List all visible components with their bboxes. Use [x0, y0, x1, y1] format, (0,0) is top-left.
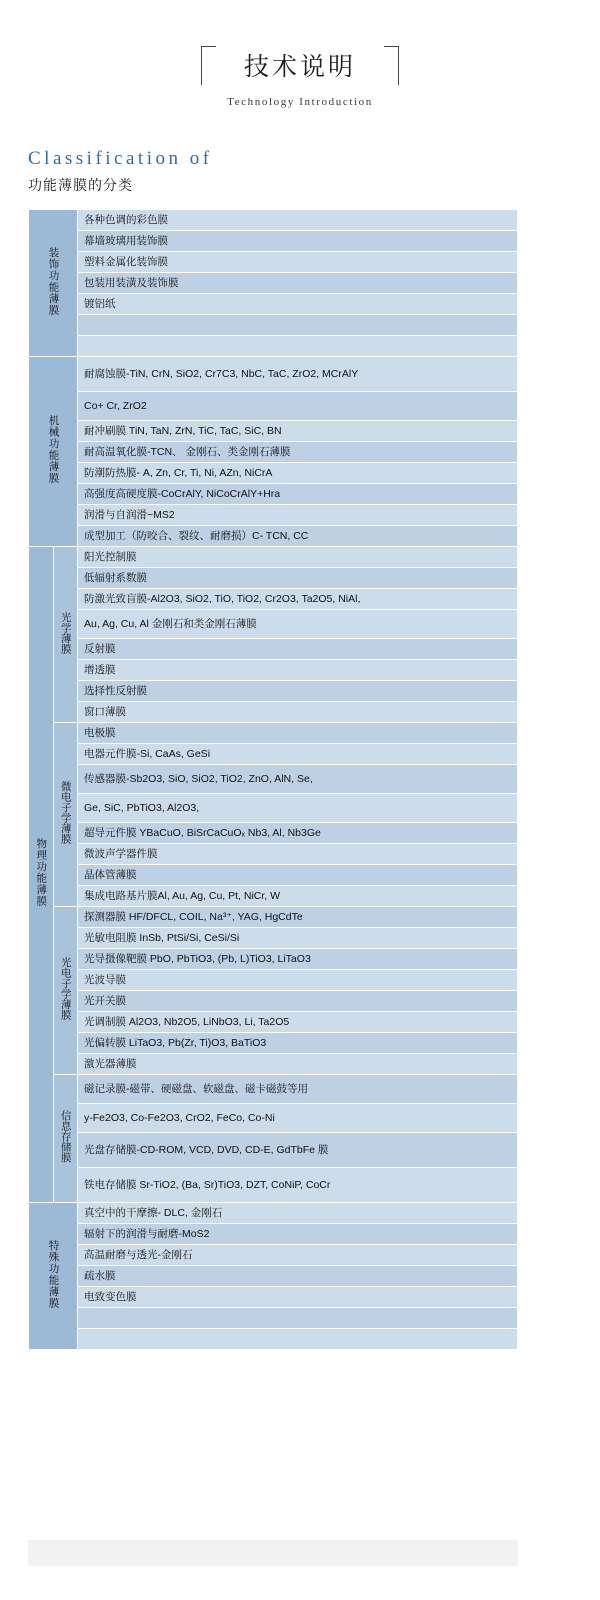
section-heading [28, 148, 600, 195]
subgroup-label-microelectronic: 微电子学薄膜 [53, 723, 78, 907]
table-row [29, 294, 518, 315]
table-row [29, 1168, 518, 1203]
table-cell: Au, Ag, Cu, Al 金刚石和类金刚石薄膜 [78, 610, 518, 639]
table-row [29, 1012, 518, 1033]
table-row [29, 505, 518, 526]
table-cell: 光开关膜 [78, 991, 518, 1012]
table-cell: 微波声学器件膜 [78, 844, 518, 865]
table-cell: 铁电存储膜 Sr-TiO2, (Ba, Sr)TiO3, DZT, CoNiP, CoCr [78, 1168, 518, 1203]
table-row [29, 723, 518, 744]
page-title-en: Technology Introduction [227, 96, 373, 108]
table-cell: 电致变色膜 [78, 1287, 518, 1308]
title-block [201, 46, 399, 110]
page-title-cn: 技术说明 [243, 52, 356, 81]
table-row [29, 547, 518, 568]
table-row [29, 1287, 518, 1308]
table-cell: 阳光控制膜 [78, 547, 518, 568]
table-cell: 窗口薄膜 [78, 702, 518, 723]
footer-band [28, 1540, 518, 1566]
table-row [29, 315, 518, 336]
table-cell: 高强度高硬度膜-CoCrAlY, NiCoCrAlY+Hra [78, 484, 518, 505]
table-row [29, 949, 518, 970]
table-row [29, 392, 518, 421]
table-row [29, 702, 518, 723]
table-cell: 润滑与自润滑~MS2 [78, 505, 518, 526]
table-row [29, 844, 518, 865]
table-cell: 耐腐蚀膜-TiN, CrN, SiO2, Cr7C3, NbC, TaC, ZrO2, MCrAlY [78, 357, 518, 392]
table-cell: 包装用装潢及装饰膜 [78, 273, 518, 294]
table-cell: Ge, SiC, PbTiO3, Al2O3, [78, 794, 518, 823]
table-row [29, 991, 518, 1012]
group-label-special: 特殊功能薄膜 [29, 1203, 78, 1350]
table-cell: 镀铝纸 [78, 294, 518, 315]
table-row [29, 336, 518, 357]
group-label-physical: 物理功能薄膜 [29, 547, 54, 1203]
table-row [29, 823, 518, 844]
table-cell: 疏水膜 [78, 1266, 518, 1287]
table-row [29, 589, 518, 610]
table-row [29, 886, 518, 907]
table-row [29, 421, 518, 442]
table-row [29, 970, 518, 991]
table-row [29, 1054, 518, 1075]
table-row [29, 568, 518, 589]
table-cell: 光波导膜 [78, 970, 518, 991]
table-cell: Co+ Cr, ZrO2 [78, 392, 518, 421]
table-row [29, 1133, 518, 1168]
table-cell: 晶体管薄膜 [78, 865, 518, 886]
table-row [29, 681, 518, 702]
table-cell: 低辐射系数膜 [78, 568, 518, 589]
table-cell: 电器元件膜-Si, CaAs, GeSi [78, 744, 518, 765]
table-row [29, 526, 518, 547]
table-cell: 光盘存储膜-CD-ROM, VCD, DVD, CD-E, GdTbFe 膜 [78, 1133, 518, 1168]
table-cell [78, 1308, 518, 1329]
table-row [29, 765, 518, 794]
table-cell: 幕墙玻璃用装饰膜 [78, 231, 518, 252]
table-row [29, 1203, 518, 1224]
table-cell: 光导摄像靶膜 PbO, PbTiO3, (Pb, L)TiO3, LiTaO3 [78, 949, 518, 970]
table-cell: y-Fe2O3, Co-Fe2O3, CrO2, FeCo, Co-Ni [78, 1104, 518, 1133]
table-row [29, 865, 518, 886]
table-cell: 耐高温氧化膜-TCN、 金刚石、类金刚石薄膜 [78, 442, 518, 463]
table-cell: 集成电路基片膜Al, Au, Ag, Cu, Pt, NiCr, W [78, 886, 518, 907]
table-row [29, 639, 518, 660]
table-row [29, 907, 518, 928]
table-row [29, 1245, 518, 1266]
table-cell: 激光器薄膜 [78, 1054, 518, 1075]
table-row [29, 928, 518, 949]
subgroup-label-information-storage: 信息存储膜 [53, 1075, 78, 1203]
table-row [29, 1266, 518, 1287]
table-cell: 选择性反射膜 [78, 681, 518, 702]
table-row [29, 1104, 518, 1133]
table-row [29, 1329, 518, 1350]
table-row [29, 1224, 518, 1245]
table-row [29, 1308, 518, 1329]
table-cell [78, 1329, 518, 1350]
classification-table [28, 209, 518, 1350]
table-row [29, 463, 518, 484]
table-cell: 成型加工（防咬合、裂纹、耐磨损）C- TCN, CC [78, 526, 518, 547]
table-cell: 耐冲刷膜 TiN, TaN, ZrN, TiC, TaC, SiC, BN [78, 421, 518, 442]
table-cell: 辐射下的润滑与耐磨-MoS2 [78, 1224, 518, 1245]
group-label-mechanical: 机械功能薄膜 [29, 357, 78, 547]
table-cell: 真空中的干摩擦- DLC, 金刚石 [78, 1203, 518, 1224]
table-cell: 反射膜 [78, 639, 518, 660]
table-row [29, 484, 518, 505]
table-row [29, 744, 518, 765]
section-heading-cn: 功能薄膜的分类 [28, 178, 133, 194]
subgroup-label-optoelectronic: 光电子学薄膜 [53, 907, 78, 1075]
table-row [29, 610, 518, 639]
table-cell: 增透膜 [78, 660, 518, 681]
table-row [29, 1075, 518, 1104]
table-row [29, 1033, 518, 1054]
section-heading-en: Classification of [28, 148, 213, 169]
table-row [29, 210, 518, 231]
table-cell: 传感器膜-Sb2O3, SiO, SiO2, TiO2, ZnO, AlN, Se, [78, 765, 518, 794]
table-cell: 防潮防热膜- A, Zn, Cr, Ti, Ni, AZn, NiCrA [78, 463, 518, 484]
document-header [0, 0, 600, 110]
table-cell: 塑料金属化装饰膜 [78, 252, 518, 273]
table-cell: 各种色调的彩色膜 [78, 210, 518, 231]
subgroup-label-optical: 光学薄膜 [53, 547, 78, 723]
table-row [29, 273, 518, 294]
table-cell: 高温耐磨与透光-金刚石 [78, 1245, 518, 1266]
table-row [29, 231, 518, 252]
table-cell: 磁记录膜-磁带、硬磁盘、软磁盘、磁卡磁鼓等用 [78, 1075, 518, 1104]
table-row [29, 252, 518, 273]
table-row [29, 357, 518, 392]
table-cell: 光敏电阻膜 InSb, PtSi/Si, CeSi/Si [78, 928, 518, 949]
table-row [29, 794, 518, 823]
table-cell: 探测器膜 HF/DFCL, COIL, Na³⁺, YAG, HgCdTe [78, 907, 518, 928]
group-label-decorative: 装饰功能薄膜 [29, 210, 78, 357]
table-cell: 光调制膜 Al2O3, Nb2O5, LiNbO3, Li, Ta2O5 [78, 1012, 518, 1033]
table-cell [78, 315, 518, 336]
table-cell: 光偏转膜 LiTaO3, Pb(Zr, Ti)O3, BaTiO3 [78, 1033, 518, 1054]
table-row [29, 442, 518, 463]
table-cell: 超导元件膜 YBaCuO, BiSrCaCuOₓ Nb3, Al, Nb3Ge [78, 823, 518, 844]
table-cell [78, 336, 518, 357]
table-row [29, 660, 518, 681]
table-cell: 电极膜 [78, 723, 518, 744]
table-cell: 防激光致盲膜-Al2O3, SiO2, TiO, TiO2, Cr2O3, Ta2O5, NiAl, [78, 589, 518, 610]
